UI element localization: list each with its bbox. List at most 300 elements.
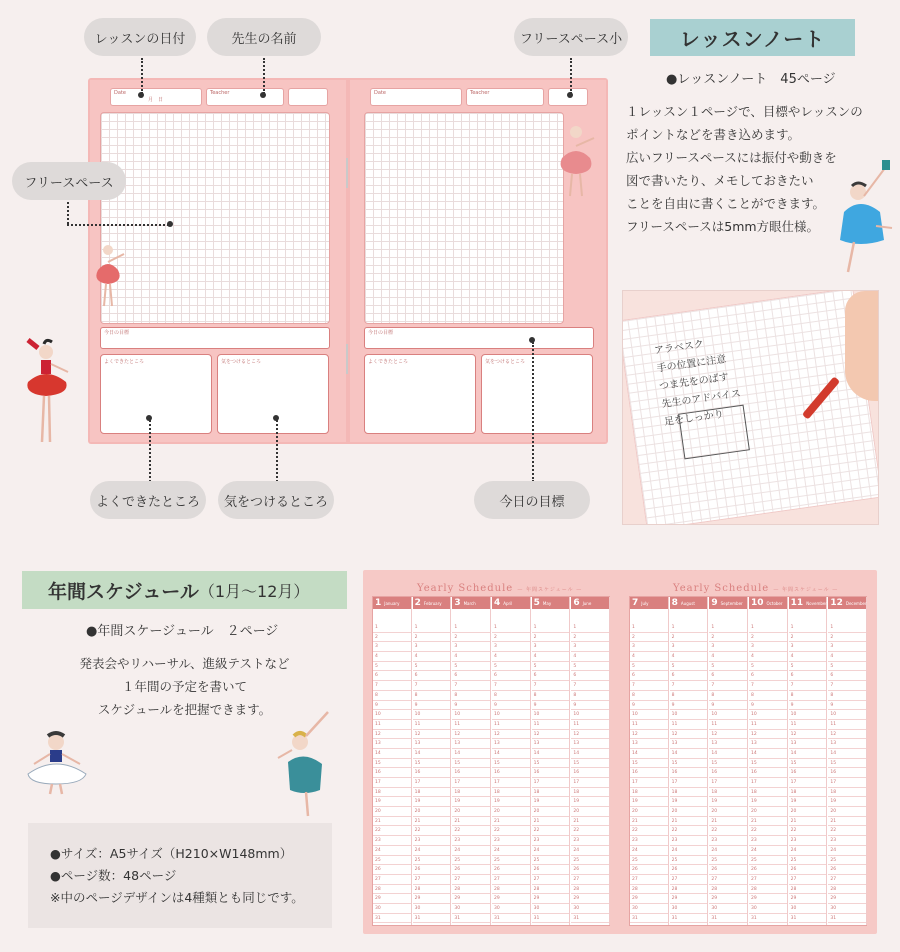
- yearly-schedule-description: 発表会やリハーサル、進級テストなど １年間の予定を書いて スケジュールを把握できます。: [79, 656, 290, 717]
- day-row: 2: [789, 633, 827, 643]
- day-row: 6: [452, 671, 490, 681]
- day-row: 3: [630, 642, 668, 652]
- spec-size: ●サイズ：A5サイズ（H210×W148mm）: [50, 846, 293, 861]
- day-row: 12: [452, 730, 490, 740]
- day-row: 9: [571, 701, 609, 711]
- day-row: 11: [413, 720, 451, 730]
- day-row: 9: [413, 701, 451, 711]
- day-row: 25: [373, 856, 411, 866]
- spec-note: ※中のページデザインは4種類とも同じです。: [50, 890, 304, 905]
- staple-bottom: [346, 344, 348, 374]
- day-row: 28: [630, 885, 668, 895]
- day-row: 28: [492, 885, 530, 895]
- day-row: 30: [452, 904, 490, 914]
- callout-line: [141, 58, 143, 94]
- day-row: 25: [452, 856, 490, 866]
- day-row: 13: [789, 739, 827, 749]
- day-row: 4: [571, 652, 609, 662]
- day-row: 13: [373, 739, 411, 749]
- day-row: 23: [532, 836, 570, 846]
- day-row: 17: [630, 778, 668, 788]
- month-header: 3 March: [452, 597, 490, 609]
- yearly-schedule-spread: [363, 570, 877, 934]
- callout-line: [149, 420, 151, 482]
- day-row: 27: [670, 875, 708, 885]
- day-row: 23: [789, 836, 827, 846]
- day-row: 15: [373, 759, 411, 769]
- day-row: 4: [492, 652, 530, 662]
- day-row: 21: [373, 817, 411, 827]
- day-row: 18: [828, 788, 866, 798]
- day-row: 11: [709, 720, 747, 730]
- day-row: 18: [789, 788, 827, 798]
- day-row: 9: [828, 701, 866, 711]
- day-row: 7: [413, 681, 451, 691]
- day-row: 27: [571, 875, 609, 885]
- day-row: 31: [749, 914, 787, 924]
- day-row: 31: [413, 914, 451, 924]
- month-column: [828, 597, 867, 925]
- day-row: 12: [749, 730, 787, 740]
- day-row: 20: [413, 807, 451, 817]
- day-row: 13: [532, 739, 570, 749]
- day-row: 29: [413, 894, 451, 904]
- day-row: 29: [532, 894, 570, 904]
- well-done-box: よくできたところ: [100, 354, 212, 434]
- day-row: 15: [452, 759, 490, 769]
- schedule-title-left: Yearly Schedule — 年間スケジュール —: [417, 583, 583, 594]
- photo-diagram-box: [678, 405, 750, 460]
- day-row: 27: [828, 875, 866, 885]
- day-row: 2: [413, 633, 451, 643]
- day-row: 7: [630, 681, 668, 691]
- day-row: 3: [532, 642, 570, 652]
- goal-field: 今日の目標: [100, 327, 330, 349]
- ballerina-illustration-right: [550, 120, 600, 200]
- day-row: 20: [532, 807, 570, 817]
- day-row: 19: [709, 797, 747, 807]
- day-row: 14: [492, 749, 530, 759]
- day-row: 23: [670, 836, 708, 846]
- day-row: 30: [492, 904, 530, 914]
- day-row: 5: [670, 662, 708, 672]
- day-row: 19: [670, 797, 708, 807]
- day-row: 18: [452, 788, 490, 798]
- day-row: 7: [532, 681, 570, 691]
- month-header: 12 December: [830, 598, 867, 608]
- callout-todays-goal: 今日の目標: [474, 481, 590, 519]
- day-row: 29: [749, 894, 787, 904]
- day-row: 13: [492, 739, 530, 749]
- day-row: 15: [828, 759, 866, 769]
- day-row: 17: [532, 778, 570, 788]
- day-row: 26: [630, 865, 668, 875]
- day-row: 8: [789, 691, 827, 701]
- day-row: 21: [749, 817, 787, 827]
- day-row: 19: [532, 797, 570, 807]
- day-row: 19: [452, 797, 490, 807]
- day-row: 3: [749, 642, 787, 652]
- day-row: 8: [828, 691, 866, 701]
- month-header: 5 May: [532, 597, 570, 609]
- day-row: 14: [630, 749, 668, 759]
- day-row: 8: [373, 691, 411, 701]
- day-row: 8: [749, 691, 787, 701]
- callout-dot: [567, 92, 573, 98]
- day-row: 12: [630, 730, 668, 740]
- day-row: 15: [630, 759, 668, 769]
- day-row: 18: [413, 788, 451, 798]
- staple-top: [346, 158, 348, 188]
- day-row: 4: [452, 652, 490, 662]
- day-row: 22: [452, 826, 490, 836]
- month-column: [789, 597, 828, 925]
- day-row: 14: [749, 749, 787, 759]
- day-row: 1: [373, 623, 411, 633]
- day-row: 8: [630, 691, 668, 701]
- day-row: 16: [452, 768, 490, 778]
- day-row: 28: [452, 885, 490, 895]
- day-row: 12: [413, 730, 451, 740]
- day-row: 25: [789, 856, 827, 866]
- day-row: 25: [413, 856, 451, 866]
- day-row: 31: [789, 914, 827, 924]
- day-row: 25: [828, 856, 866, 866]
- day-row: 27: [532, 875, 570, 885]
- day-row: 23: [452, 836, 490, 846]
- day-row: 16: [828, 768, 866, 778]
- day-row: 6: [749, 671, 787, 681]
- day-row: 19: [630, 797, 668, 807]
- day-row: 9: [709, 701, 747, 711]
- teacher-field-right: Teacher: [466, 88, 544, 106]
- day-row: 4: [670, 652, 708, 662]
- month-column: [532, 597, 571, 925]
- day-row: 5: [789, 662, 827, 672]
- lesson-note-description: １レッスン１ページで、目標やレッスンの ポイントなどを書き込めます。 広いフリースペースには振付や動きを 図で書いたり、メモしておきたい ことを自由に書くことができます。 フリースペースは5mm方眼仕様。: [626, 104, 863, 234]
- day-row: 29: [373, 894, 411, 904]
- be-careful-box-right: 気をつけるところ: [481, 354, 593, 434]
- day-row: 18: [749, 788, 787, 798]
- day-row: 1: [492, 623, 530, 633]
- day-row: 17: [413, 778, 451, 788]
- photo-hand: [845, 291, 879, 401]
- day-row: 21: [709, 817, 747, 827]
- day-row: 14: [828, 749, 866, 759]
- day-row: 7: [749, 681, 787, 691]
- day-row: 16: [413, 768, 451, 778]
- day-row: 8: [492, 691, 530, 701]
- day-row: 17: [828, 778, 866, 788]
- month-column: [749, 597, 788, 925]
- date-field-right: Date: [370, 88, 462, 106]
- day-row: 19: [492, 797, 530, 807]
- day-row: 7: [828, 681, 866, 691]
- day-row: 9: [630, 701, 668, 711]
- day-row: 8: [709, 691, 747, 701]
- day-row: 13: [413, 739, 451, 749]
- day-row: 28: [828, 885, 866, 895]
- day-row: 3: [670, 642, 708, 652]
- day-row: 9: [373, 701, 411, 711]
- day-row: 22: [413, 826, 451, 836]
- spec-page-count: ●ページ数：48ページ: [50, 868, 177, 883]
- day-row: 10: [709, 710, 747, 720]
- day-row: 5: [532, 662, 570, 672]
- day-row: 26: [828, 865, 866, 875]
- day-row: 31: [709, 914, 747, 924]
- day-row: 18: [532, 788, 570, 798]
- day-row: 31: [373, 914, 411, 924]
- day-row: 4: [709, 652, 747, 662]
- day-row: 21: [492, 817, 530, 827]
- month-column: [492, 597, 531, 925]
- day-row: 14: [670, 749, 708, 759]
- day-row: 12: [789, 730, 827, 740]
- day-row: 6: [492, 671, 530, 681]
- day-row: 31: [452, 914, 490, 924]
- day-row: 6: [373, 671, 411, 681]
- day-row: 15: [492, 759, 530, 769]
- callout-be-careful: 気をつけるところ: [218, 481, 334, 519]
- day-row: 6: [709, 671, 747, 681]
- month-header: 9 September: [709, 597, 747, 609]
- day-row: 16: [709, 768, 747, 778]
- day-row: 28: [571, 885, 609, 895]
- day-row: 26: [789, 865, 827, 875]
- day-row: 10: [828, 710, 866, 720]
- lesson-notebook-spread: [88, 78, 608, 444]
- day-row: 4: [630, 652, 668, 662]
- lesson-note-heading: レッスンノート: [650, 19, 855, 56]
- day-row: 7: [373, 681, 411, 691]
- day-row: 11: [749, 720, 787, 730]
- day-row: 25: [670, 856, 708, 866]
- day-row: 29: [828, 894, 866, 904]
- day-row: 10: [670, 710, 708, 720]
- day-row: 25: [749, 856, 787, 866]
- callout-line: [532, 342, 534, 482]
- day-row: 16: [532, 768, 570, 778]
- day-row: 14: [373, 749, 411, 759]
- yearly-schedule-heading: 年間スケジュール （1月〜12月）: [22, 571, 347, 609]
- be-careful-box: 気をつけるところ: [217, 354, 329, 434]
- day-row: 10: [492, 710, 530, 720]
- day-row: 30: [373, 904, 411, 914]
- day-row: 21: [789, 817, 827, 827]
- day-row: 23: [630, 836, 668, 846]
- day-row: 1: [670, 623, 708, 633]
- day-row: 27: [492, 875, 530, 885]
- day-row: 11: [789, 720, 827, 730]
- day-row: 2: [492, 633, 530, 643]
- day-row: 6: [413, 671, 451, 681]
- day-row: 1: [789, 623, 827, 633]
- callout-line: [570, 58, 572, 94]
- day-row: 13: [828, 739, 866, 749]
- day-row: 3: [789, 642, 827, 652]
- day-row: 18: [670, 788, 708, 798]
- day-row: 4: [413, 652, 451, 662]
- day-row: 28: [532, 885, 570, 895]
- day-row: 20: [452, 807, 490, 817]
- day-row: 25: [532, 856, 570, 866]
- day-row: 21: [828, 817, 866, 827]
- day-row: 26: [452, 865, 490, 875]
- day-row: 3: [373, 642, 411, 652]
- day-row: 31: [532, 914, 570, 924]
- day-row: 31: [670, 914, 708, 924]
- month-header: 2 February: [413, 597, 451, 609]
- day-row: 23: [709, 836, 747, 846]
- day-row: 19: [749, 797, 787, 807]
- day-row: 12: [571, 730, 609, 740]
- day-row: 15: [749, 759, 787, 769]
- month-header: 7 July: [630, 597, 668, 609]
- day-row: 15: [670, 759, 708, 769]
- day-row: 18: [709, 788, 747, 798]
- day-row: 2: [630, 633, 668, 643]
- day-row: 15: [789, 759, 827, 769]
- month-header: 1 January: [373, 597, 411, 609]
- day-row: 12: [532, 730, 570, 740]
- day-row: 10: [532, 710, 570, 720]
- day-row: 29: [670, 894, 708, 904]
- day-row: 30: [413, 904, 451, 914]
- day-row: 22: [749, 826, 787, 836]
- day-row: 24: [749, 846, 787, 856]
- day-row: 1: [709, 623, 747, 633]
- day-row: 28: [413, 885, 451, 895]
- day-row: 25: [630, 856, 668, 866]
- day-row: 27: [789, 875, 827, 885]
- yearly-schedule-pages: ●年間スケージュール ２ページ: [86, 624, 279, 639]
- notebook-left-page: [90, 80, 346, 442]
- day-row: 17: [373, 778, 411, 788]
- day-row: 28: [789, 885, 827, 895]
- day-row: 14: [452, 749, 490, 759]
- day-row: 11: [828, 720, 866, 730]
- day-row: 29: [452, 894, 490, 904]
- day-row: 6: [789, 671, 827, 681]
- day-row: 4: [749, 652, 787, 662]
- day-row: 23: [492, 836, 530, 846]
- day-row: 14: [789, 749, 827, 759]
- month-header: 6 June: [571, 597, 609, 609]
- day-row: 23: [373, 836, 411, 846]
- day-row: 24: [789, 846, 827, 856]
- day-row: 16: [492, 768, 530, 778]
- schedule-title-right: Yearly Schedule — 年間スケジュール —: [673, 583, 839, 594]
- callout-line: [263, 58, 265, 94]
- day-row: 30: [532, 904, 570, 914]
- day-row: 19: [413, 797, 451, 807]
- day-row: 17: [452, 778, 490, 788]
- day-row: 4: [373, 652, 411, 662]
- day-row: 10: [373, 710, 411, 720]
- photo-paper: [622, 290, 879, 525]
- day-row: 24: [571, 846, 609, 856]
- day-row: 11: [670, 720, 708, 730]
- day-row: 12: [709, 730, 747, 740]
- ballerina-green-tutu-illustration: [276, 710, 336, 818]
- day-row: 5: [828, 662, 866, 672]
- day-row: 29: [630, 894, 668, 904]
- day-row: 21: [571, 817, 609, 827]
- day-row: 5: [571, 662, 609, 672]
- day-row: 19: [373, 797, 411, 807]
- day-row: 12: [670, 730, 708, 740]
- day-row: 28: [373, 885, 411, 895]
- product-specs: [50, 843, 304, 909]
- day-row: 19: [789, 797, 827, 807]
- month-column: [571, 597, 610, 925]
- day-row: 20: [709, 807, 747, 817]
- day-row: 17: [749, 778, 787, 788]
- day-row: 30: [630, 904, 668, 914]
- day-row: 5: [630, 662, 668, 672]
- day-row: 30: [749, 904, 787, 914]
- month-column: [452, 597, 491, 925]
- month-header: 8 August: [670, 597, 708, 609]
- day-row: 20: [749, 807, 787, 817]
- month-column: [630, 597, 669, 925]
- day-row: 22: [670, 826, 708, 836]
- day-row: 22: [828, 826, 866, 836]
- day-row: 28: [749, 885, 787, 895]
- day-row: 9: [532, 701, 570, 711]
- day-row: 20: [789, 807, 827, 817]
- callout-dot: [167, 221, 173, 227]
- day-row: 5: [709, 662, 747, 672]
- day-row: 8: [413, 691, 451, 701]
- day-row: 2: [373, 633, 411, 643]
- day-row: 23: [749, 836, 787, 846]
- day-row: 29: [492, 894, 530, 904]
- day-row: 27: [373, 875, 411, 885]
- day-row: 3: [828, 642, 866, 652]
- day-row: 18: [630, 788, 668, 798]
- day-row: 28: [709, 885, 747, 895]
- day-row: 5: [492, 662, 530, 672]
- photo-handwriting: アラベスク 手の位置に注意 つま先をのばす 先生のアドバイス 足をしっかり: [653, 338, 742, 429]
- day-row: 20: [828, 807, 866, 817]
- day-row: 1: [571, 623, 609, 633]
- schedule-right-page: [629, 596, 867, 926]
- well-done-box-right: よくできたところ: [364, 354, 476, 434]
- day-row: 26: [492, 865, 530, 875]
- day-row: 7: [670, 681, 708, 691]
- day-row: 15: [413, 759, 451, 769]
- day-row: 6: [670, 671, 708, 681]
- day-row: 16: [630, 768, 668, 778]
- callout-did-well: よくできたところ: [90, 481, 206, 519]
- day-row: 22: [630, 826, 668, 836]
- day-row: 3: [413, 642, 451, 652]
- day-row: 8: [532, 691, 570, 701]
- day-row: 21: [670, 817, 708, 827]
- day-row: 3: [571, 642, 609, 652]
- ballerina-red-tutu-illustration: [24, 338, 76, 446]
- day-row: 24: [452, 846, 490, 856]
- day-row: 6: [571, 671, 609, 681]
- day-row: 9: [492, 701, 530, 711]
- day-row: 26: [709, 865, 747, 875]
- day-row: 8: [571, 691, 609, 701]
- day-row: 31: [630, 914, 668, 924]
- day-row: 21: [630, 817, 668, 827]
- day-row: 24: [630, 846, 668, 856]
